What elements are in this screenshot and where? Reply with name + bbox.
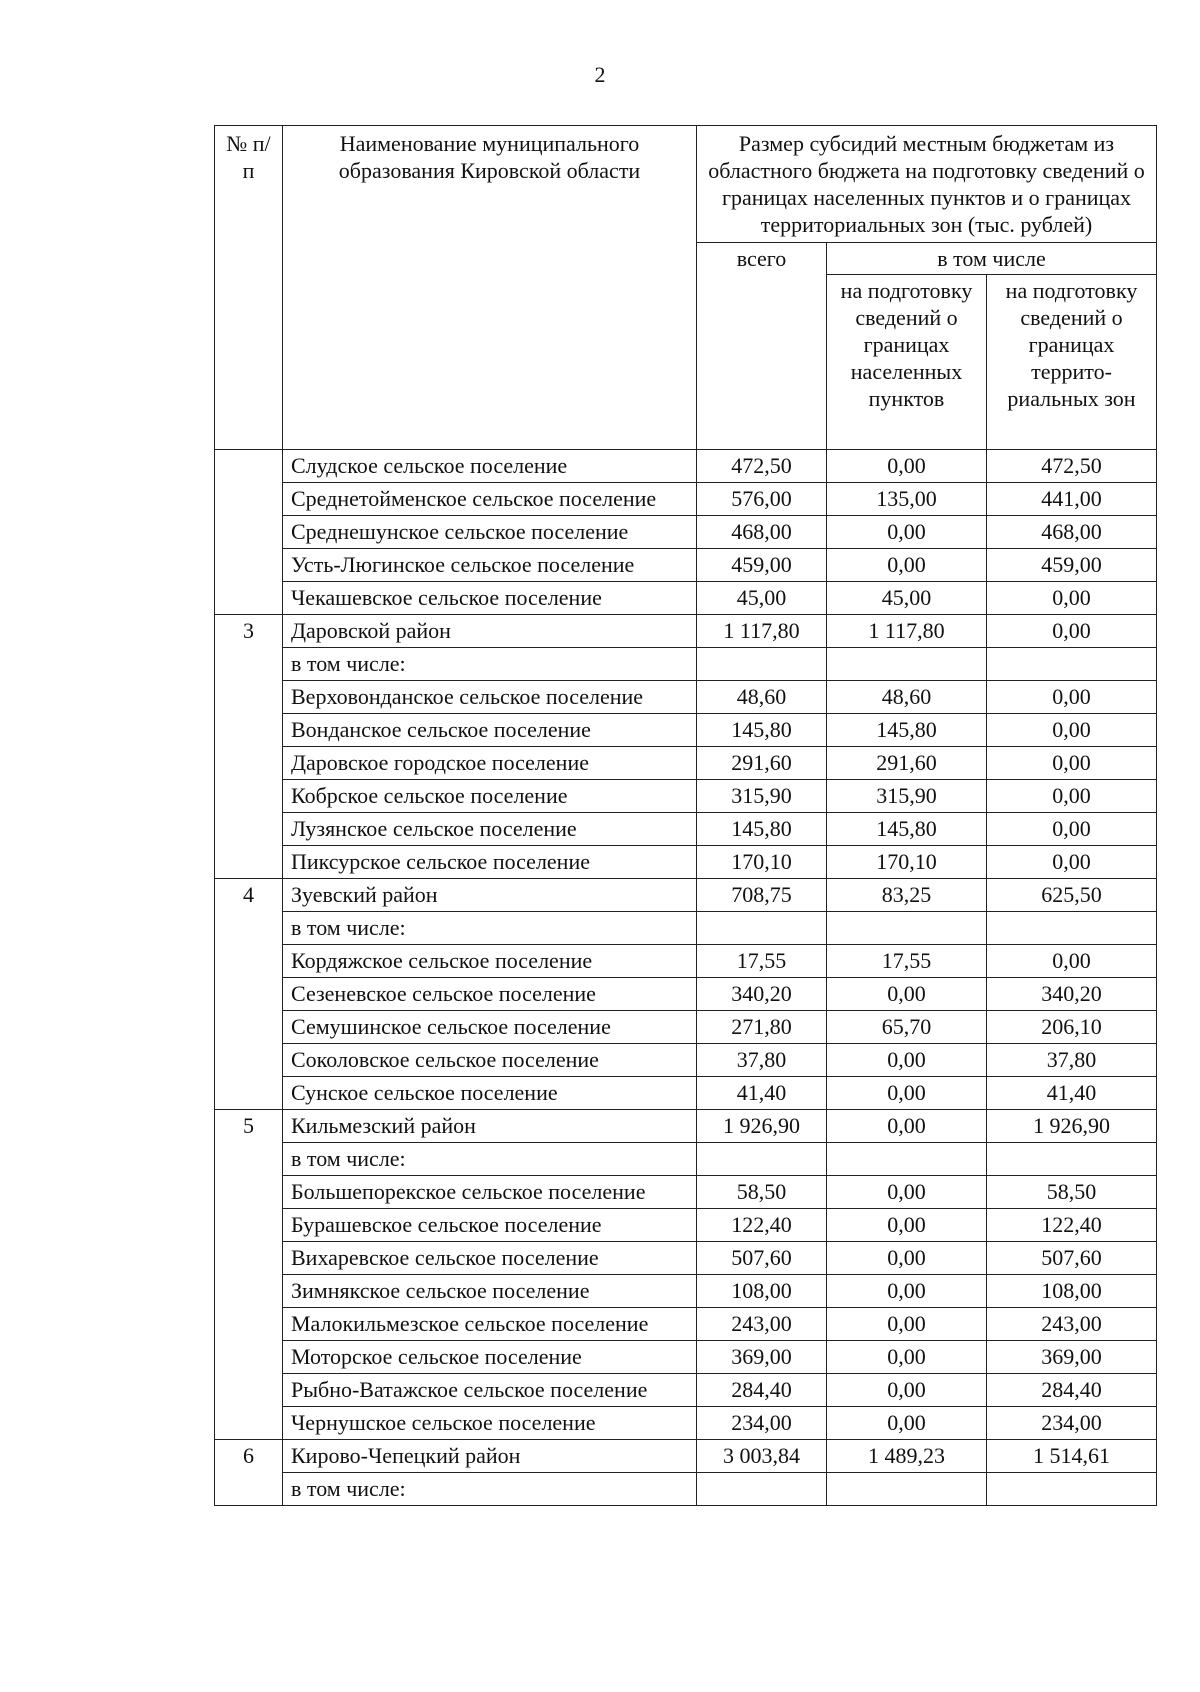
row-zones: 122,40 (987, 1209, 1157, 1242)
row-number: 3 (215, 615, 283, 879)
row-municipality-name: Рыбно-Ватажское сельское поселение (283, 1374, 697, 1407)
table-row (215, 1176, 1157, 1209)
table-body (215, 450, 1157, 1506)
row-total (697, 1473, 827, 1506)
table-row (215, 582, 1157, 615)
table-row (215, 1110, 1157, 1143)
row-total: 108,00 (697, 1275, 827, 1308)
row-total (697, 1143, 827, 1176)
row-municipality-name: в том числе: (283, 912, 697, 945)
row-zones: 507,60 (987, 1242, 1157, 1275)
row-total: 17,55 (697, 945, 827, 978)
row-settlements: 145,80 (827, 714, 987, 747)
row-total: 315,90 (697, 780, 827, 813)
row-zones: 0,00 (987, 813, 1157, 846)
row-municipality-name: Усть-Люгинское сельское поселение (283, 549, 697, 582)
row-total: 37,80 (697, 1044, 827, 1077)
row-total: 576,00 (697, 483, 827, 516)
row-number: 4 (215, 879, 283, 1110)
table-row (215, 450, 1157, 483)
row-zones: 340,20 (987, 978, 1157, 1011)
row-settlements (827, 1473, 987, 1506)
row-total: 48,60 (697, 681, 827, 714)
row-municipality-name: Большепорекское сельское поселение (283, 1176, 697, 1209)
row-zones: 37,80 (987, 1044, 1157, 1077)
row-municipality-name: Сезеневское сельское поселение (283, 978, 697, 1011)
table-row (215, 1011, 1157, 1044)
row-settlements: 48,60 (827, 681, 987, 714)
row-settlements: 0,00 (827, 450, 987, 483)
row-zones: 0,00 (987, 582, 1157, 615)
row-municipality-name: Слудское сельское поселение (283, 450, 697, 483)
table-row (215, 681, 1157, 714)
row-settlements: 0,00 (827, 1374, 987, 1407)
row-total: 291,60 (697, 747, 827, 780)
row-zones (987, 1143, 1157, 1176)
row-municipality-name: Кобрское сельское поселение (283, 780, 697, 813)
table-row (215, 1341, 1157, 1374)
table-row (215, 978, 1157, 1011)
row-zones: 0,00 (987, 846, 1157, 879)
header-settlements: на подготовку сведений о границах населенных пунктов (827, 275, 987, 450)
row-settlements: 65,70 (827, 1011, 987, 1044)
header-including: в том числе (827, 243, 1157, 275)
row-zones: 0,00 (987, 780, 1157, 813)
row-total: 271,80 (697, 1011, 827, 1044)
row-municipality-name: Зимнякское сельское поселение (283, 1275, 697, 1308)
table-row (215, 912, 1157, 945)
row-zones (987, 912, 1157, 945)
table-row (215, 780, 1157, 813)
table-row (215, 483, 1157, 516)
row-zones: 108,00 (987, 1275, 1157, 1308)
row-settlements: 0,00 (827, 1341, 987, 1374)
row-municipality-name: Чекашевское сельское поселение (283, 582, 697, 615)
row-zones: 1 514,61 (987, 1440, 1157, 1473)
row-total: 243,00 (697, 1308, 827, 1341)
row-zones: 459,00 (987, 549, 1157, 582)
row-zones: 284,40 (987, 1374, 1157, 1407)
row-settlements: 291,60 (827, 747, 987, 780)
row-settlements (827, 648, 987, 681)
row-municipality-name: в том числе: (283, 1143, 697, 1176)
row-zones: 243,00 (987, 1308, 1157, 1341)
row-municipality-name: Среднешунское сельское поселение (283, 516, 697, 549)
table-row (215, 945, 1157, 978)
row-total: 708,75 (697, 879, 827, 912)
header-zones: на подготовку сведений о границах террито-риальных зон (987, 275, 1157, 450)
row-zones: 234,00 (987, 1407, 1157, 1440)
header-subsidy-size: Размер субсидий местным бюджетам из областного бюджета на подготовку сведений о границах населенных пунктов и о границах территориальных зон (тыс. рублей) (697, 126, 1157, 243)
row-zones: 0,00 (987, 615, 1157, 648)
row-settlements: 0,00 (827, 1077, 987, 1110)
row-total: 1 117,80 (697, 615, 827, 648)
header-total: всего (697, 243, 827, 450)
row-total (697, 648, 827, 681)
row-settlements (827, 1143, 987, 1176)
table-row (215, 1077, 1157, 1110)
row-settlements: 0,00 (827, 1110, 987, 1143)
row-municipality-name: в том числе: (283, 1473, 697, 1506)
row-zones (987, 648, 1157, 681)
table-row (215, 714, 1157, 747)
row-total: 122,40 (697, 1209, 827, 1242)
row-settlements: 0,00 (827, 1407, 987, 1440)
row-municipality-name: Даровское городское поселение (283, 747, 697, 780)
row-total: 45,00 (697, 582, 827, 615)
row-settlements: 0,00 (827, 549, 987, 582)
row-municipality-name: Зуевский район (283, 879, 697, 912)
table-row (215, 549, 1157, 582)
table-row (215, 1143, 1157, 1176)
row-zones: 369,00 (987, 1341, 1157, 1374)
row-municipality-name: Моторское сельское поселение (283, 1341, 697, 1374)
row-zones: 468,00 (987, 516, 1157, 549)
row-municipality-name: Соколовское сельское поселение (283, 1044, 697, 1077)
table-row (215, 846, 1157, 879)
row-municipality-name: Чернушское сельское поселение (283, 1407, 697, 1440)
row-total: 507,60 (697, 1242, 827, 1275)
row-municipality-name: Вонданское сельское поселение (283, 714, 697, 747)
row-total: 468,00 (697, 516, 827, 549)
row-number: 5 (215, 1110, 283, 1440)
table-row (215, 1308, 1157, 1341)
row-municipality-name: Кордяжское сельское поселение (283, 945, 697, 978)
row-total (697, 912, 827, 945)
row-zones: 0,00 (987, 714, 1157, 747)
row-municipality-name: Вихаревское сельское поселение (283, 1242, 697, 1275)
row-settlements: 0,00 (827, 1308, 987, 1341)
row-settlements: 170,10 (827, 846, 987, 879)
row-municipality-name: Среднетойменское сельское поселение (283, 483, 697, 516)
row-municipality-name: Семушинское сельское поселение (283, 1011, 697, 1044)
row-number (215, 450, 283, 615)
row-zones: 0,00 (987, 945, 1157, 978)
table-row (215, 1044, 1157, 1077)
table-row (215, 1473, 1157, 1506)
table-row (215, 1407, 1157, 1440)
header-municipality: Наименование муниципального образования Кировской области (283, 126, 697, 450)
row-zones: 206,10 (987, 1011, 1157, 1044)
row-municipality-name: Сунское сельское поселение (283, 1077, 697, 1110)
table-row (215, 1374, 1157, 1407)
subsidy-table (214, 125, 1157, 1506)
row-total: 58,50 (697, 1176, 827, 1209)
row-zones: 41,40 (987, 1077, 1157, 1110)
row-settlements: 83,25 (827, 879, 987, 912)
row-settlements: 0,00 (827, 978, 987, 1011)
row-zones: 625,50 (987, 879, 1157, 912)
table-row (215, 813, 1157, 846)
row-total: 3 003,84 (697, 1440, 827, 1473)
row-settlements: 0,00 (827, 1176, 987, 1209)
table-row (215, 1209, 1157, 1242)
table-row (215, 1242, 1157, 1275)
row-zones: 441,00 (987, 483, 1157, 516)
row-zones: 1 926,90 (987, 1110, 1157, 1143)
row-municipality-name: Кильмезский район (283, 1110, 697, 1143)
row-total: 459,00 (697, 549, 827, 582)
table-row (215, 648, 1157, 681)
row-total: 41,40 (697, 1077, 827, 1110)
row-total: 369,00 (697, 1341, 827, 1374)
row-number: 6 (215, 1440, 283, 1506)
row-settlements: 45,00 (827, 582, 987, 615)
row-zones: 58,50 (987, 1176, 1157, 1209)
row-municipality-name: Верховонданское сельское поселение (283, 681, 697, 714)
row-settlements: 0,00 (827, 1044, 987, 1077)
row-zones: 0,00 (987, 747, 1157, 780)
row-settlements: 1 117,80 (827, 615, 987, 648)
row-zones: 0,00 (987, 681, 1157, 714)
row-total: 234,00 (697, 1407, 827, 1440)
row-total: 1 926,90 (697, 1110, 827, 1143)
row-municipality-name: Малокильмезское сельское поселение (283, 1308, 697, 1341)
row-total: 145,80 (697, 714, 827, 747)
row-settlements: 0,00 (827, 1242, 987, 1275)
row-settlements: 0,00 (827, 516, 987, 549)
row-municipality-name: в том числе: (283, 648, 697, 681)
row-total: 284,40 (697, 1374, 827, 1407)
table-row (215, 615, 1157, 648)
row-zones: 472,50 (987, 450, 1157, 483)
table-row (215, 516, 1157, 549)
header-number: № п/п (215, 126, 283, 450)
row-zones (987, 1473, 1157, 1506)
row-settlements: 1 489,23 (827, 1440, 987, 1473)
row-total: 145,80 (697, 813, 827, 846)
row-municipality-name: Пиксурское сельское поселение (283, 846, 697, 879)
table-row (215, 747, 1157, 780)
row-settlements: 0,00 (827, 1209, 987, 1242)
row-settlements: 145,80 (827, 813, 987, 846)
row-total: 472,50 (697, 450, 827, 483)
row-settlements (827, 912, 987, 945)
row-settlements: 315,90 (827, 780, 987, 813)
row-municipality-name: Кирово-Чепецкий район (283, 1440, 697, 1473)
row-municipality-name: Бурашевское сельское поселение (283, 1209, 697, 1242)
row-total: 170,10 (697, 846, 827, 879)
table-row (215, 1440, 1157, 1473)
page-number: 2 (594, 62, 606, 87)
row-settlements: 135,00 (827, 483, 987, 516)
table-row (215, 1275, 1157, 1308)
row-settlements: 0,00 (827, 1275, 987, 1308)
table-row (215, 879, 1157, 912)
row-settlements: 17,55 (827, 945, 987, 978)
row-municipality-name: Лузянское сельское поселение (283, 813, 697, 846)
row-total: 340,20 (697, 978, 827, 1011)
row-municipality-name: Даровской район (283, 615, 697, 648)
